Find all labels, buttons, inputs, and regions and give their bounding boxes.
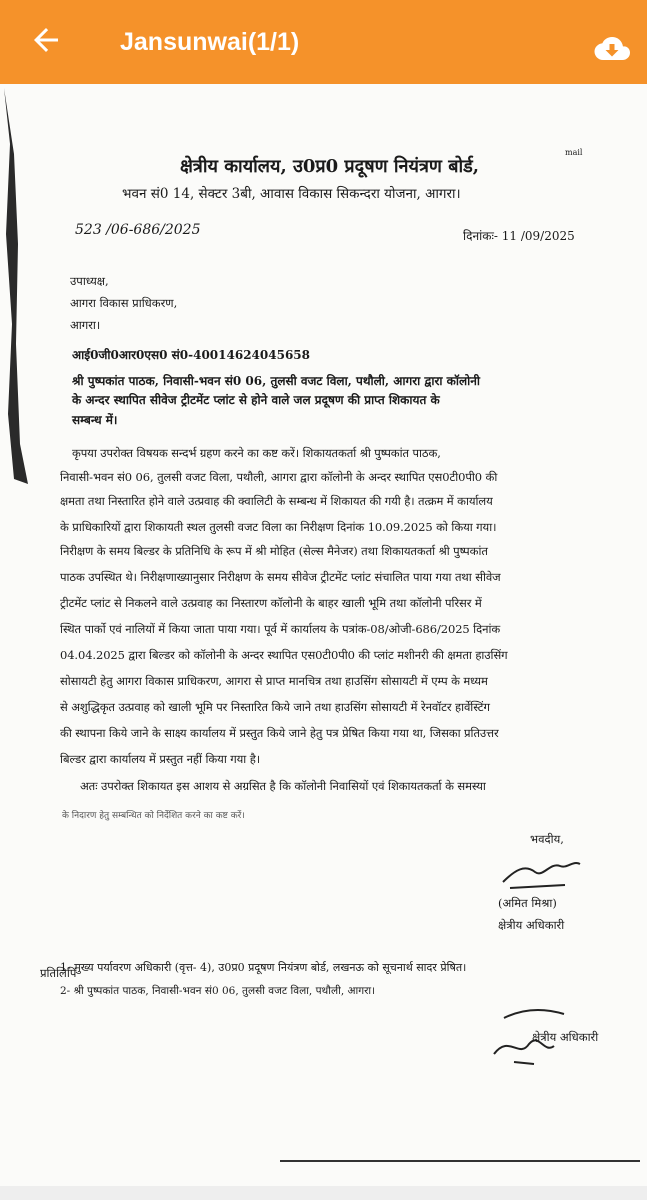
reference-number: 523 /06-686/2025 bbox=[75, 222, 201, 238]
cc-heading: प्रतिलिपि bbox=[40, 966, 77, 980]
corner-mark: mail bbox=[565, 148, 583, 157]
body-line: स्थित पार्को एवं नालियों में किया जाता पाया गया। पूर्व में कार्यालय के पत्रांक-08/ओजी-686/2025 दिनांक bbox=[60, 622, 501, 636]
body-line: के प्राधिकारियों द्वारा शिकायती स्थल तुलसी वजट विला का निरीक्षण दिनांक 10.09.2025 को किया गया। bbox=[60, 520, 497, 534]
body-line: निवासी-भवन सं0 06, तुलसी वजट विला, पथौली, आगरा द्वारा कॉलोनी के अन्दर स्थापित एस0टी0पी0 की bbox=[60, 470, 498, 484]
app-bar bbox=[0, 0, 647, 84]
body-line: सोसायटी हेतु आगरा विकास प्राधिकरण, आगरा से प्राप्त मानचित्र तथा हाउसिंग सोसायटी में एम्प के मध्यम bbox=[60, 674, 488, 688]
bottom-strip bbox=[0, 1186, 647, 1200]
office-heading: क्षेत्रीय कार्यालय, उ0प्र0 प्रदूषण नियंत्रण बोर्ड, bbox=[180, 156, 480, 177]
cc-signatory-title: क्षेत्रीय अधिकारी bbox=[532, 1030, 599, 1044]
body-line: 04.04.2025 द्वारा बिल्डर को कॉलोनी के अन्दर स्थापित एस0टी0पी0 की प्लांट मशीनरी की क्षमता हाउसिंग bbox=[60, 648, 508, 662]
signatory-name: (अमित मिश्रा) bbox=[498, 896, 557, 910]
body-line: बिल्डर द्वारा कार्यालय में प्रस्तुत नहीं किया गया है। bbox=[60, 752, 261, 766]
subject-line2: के अन्दर स्थापित सीवेज ट्रीटमेंट प्लांट से होने वाले जल प्रदूषण की प्राप्त शिकायत के bbox=[72, 393, 440, 407]
document-page bbox=[0, 84, 647, 1200]
back-button[interactable] bbox=[28, 22, 64, 58]
arrow-back-icon bbox=[28, 22, 64, 58]
download-button[interactable] bbox=[592, 34, 632, 64]
body-line: की स्थापना किये जाने के साक्ष्य कार्यालय में प्रस्तुत किये जाने हेतु पत्र प्रेषित किया गया था, जिसका प्रतिउत्तर bbox=[60, 726, 499, 740]
body-line: ट्रीटमेंट प्लांट से निकलने वाले उत्प्रवाह का निस्तारण कॉलोनी के बाहर खाली भूमि तथा कॉलोनी परिसर में bbox=[60, 596, 482, 610]
signature-greeting: भवदीय, bbox=[530, 832, 564, 846]
closing-line2: के निदारण हेतु सम्बन्धित को निर्देशित करने का कष्ट करें। bbox=[62, 811, 245, 821]
scan-edge-mark bbox=[0, 84, 60, 504]
recipient-line1: उपाध्यक्ष, bbox=[70, 274, 109, 288]
bottom-rule bbox=[280, 1156, 640, 1166]
body-line: से अशुद्धिकृत उत्प्रवाह को खाली भूमि पर निस्तारित किये जाने तथा हाउसिंग सोसायटी में रेनवॉटर हार्वेस्टिंग bbox=[60, 700, 490, 714]
subject-reference: आई0जी0आर0एस0 सं0-40014624045658 bbox=[72, 348, 311, 362]
cc-item: 2- श्री पुष्पकांत पाठक, निवासी-भवन सं0 06, तुलसी वजट विला, पथौली, आगरा। bbox=[60, 985, 376, 997]
document-viewer[interactable] bbox=[0, 84, 647, 1200]
office-address: भवन सं0 14, सेक्टर 3बी, आवास विकास सिकन्दरा योजना, आगरा। bbox=[122, 186, 461, 202]
closing-line1: अतः उपरोक्त शिकायत इस आशय से अग्रसित है कि कॉलोनी निवासियों एवं शिकायतकर्ता के समस्या bbox=[80, 779, 486, 793]
app-title: Jansunwai(1/1) bbox=[120, 28, 300, 56]
body-line: पाठक उपस्थित थे। निरीक्षणाख्यानुसार निरीक्षण के समय सीवेज ट्रीटमेंट प्लांट संचालित पाया गया तथा सीवेज bbox=[60, 570, 501, 584]
subject-line1: श्री पुष्पकांत पाठक, निवासी-भवन सं0 06, तुलसी वजट विला, पथौली, आगरा द्वारा कॉलोनी bbox=[72, 374, 480, 388]
body-line: निरीक्षण के समय बिल्डर के प्रतिनिधि के रूप में श्री मोहित (सेल्स मैनेजर) तथा शिकायतकर्ता श्री पुष्पकांत bbox=[60, 544, 488, 558]
subject-line3: सम्बन्ध में। bbox=[72, 413, 118, 427]
body-line: क्षमता तथा निस्तारित होने वाले उत्प्रवाह की क्वालिटी के सम्बन्ध में शिकायत की गयी है। तत्क्रम में कार्यालय bbox=[60, 494, 493, 508]
cc-item: 1- मुख्य पर्यावरण अधिकारी (वृत्त- 4), उ0प्र0 प्रदूषण नियंत्रण बोर्ड, लखनऊ को सूचनार्थ सादर प्रेषित। bbox=[60, 961, 467, 974]
recipient-line2: आगरा विकास प्राधिकरण, bbox=[70, 296, 178, 310]
recipient-line3: आगरा। bbox=[70, 318, 101, 332]
signature-mark bbox=[495, 852, 585, 897]
body-line: कृपया उपरोक्त विषयक सन्दर्भ ग्रहण करने का कष्ट करें। शिकायतकर्ता श्री पुष्पकांत पाठक, bbox=[72, 446, 441, 460]
signatory-title: क्षेत्रीय अधिकारी bbox=[498, 918, 565, 932]
letter-date: दिनांकः- 11 /09/2025 bbox=[463, 229, 575, 243]
cloud-download-icon bbox=[592, 34, 632, 64]
